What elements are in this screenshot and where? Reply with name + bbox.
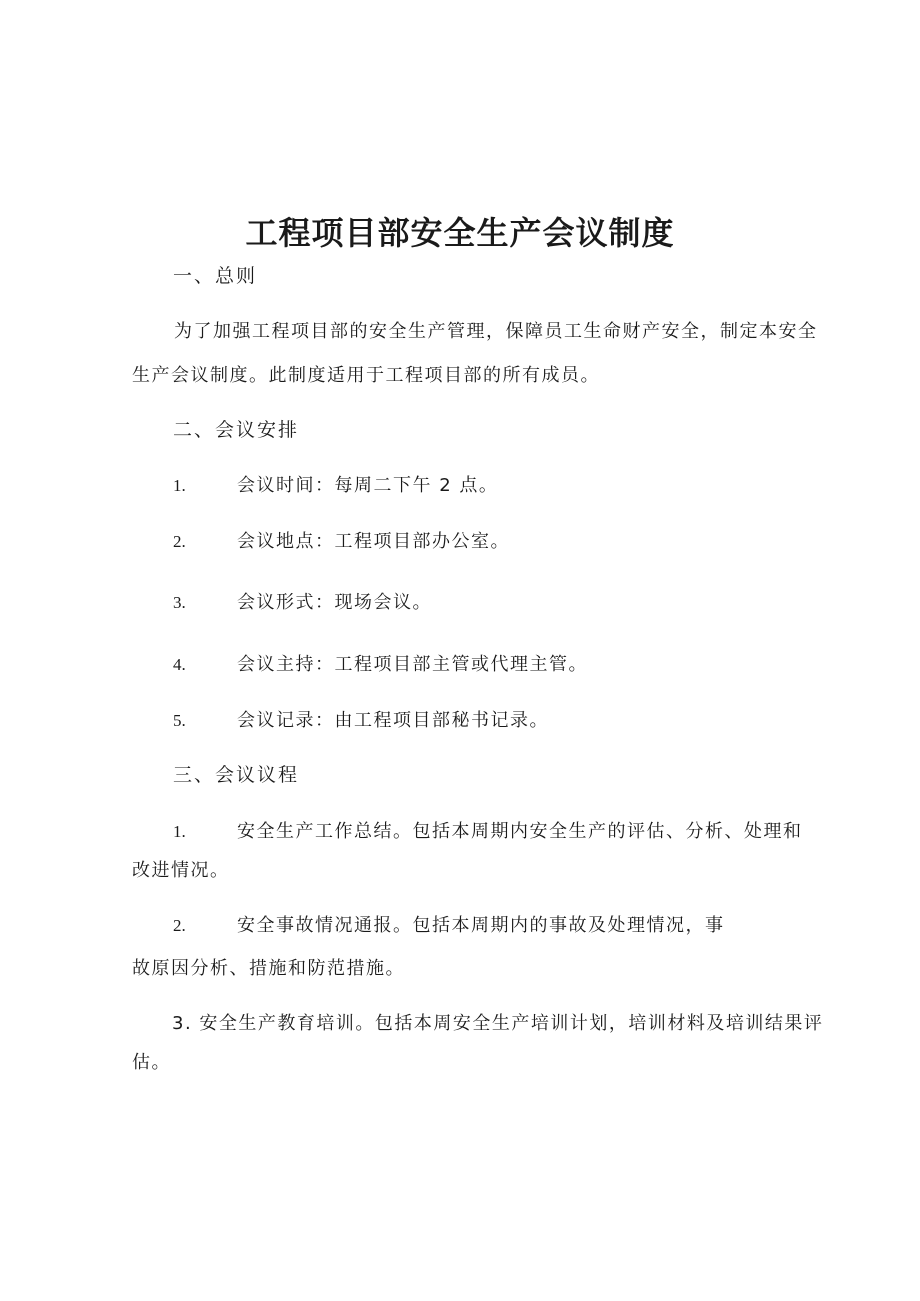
- list-item-number: 1.: [173, 476, 186, 495]
- list-item-text: 估。: [132, 1052, 171, 1073]
- list-item-number: 3.: [173, 593, 186, 612]
- list-item-text: 会议记录：由工程项目部秘书记录。: [237, 710, 549, 731]
- section-heading-general: 一、总则: [173, 265, 258, 287]
- paragraph-line: 为了加强工程项目部的安全生产管理，保障员工生命财产安全，制定本安全: [174, 321, 818, 342]
- list-item-text: 会议时间：每周二下午 2 点。: [237, 475, 499, 496]
- list-item-text: 会议主持：工程项目部主管或代理主管。: [237, 654, 588, 675]
- list-item-text: 会议地点：工程项目部办公室。: [237, 531, 510, 552]
- list-item-number: 4.: [173, 655, 186, 674]
- list-item-text: 会议形式：现场会议。: [237, 592, 432, 613]
- list-item-number: 2.: [173, 916, 186, 935]
- list-item-text: 安全生产工作总结。包括本周期内安全生产的评估、分析、处理和: [237, 821, 803, 842]
- list-item-number: 2.: [173, 532, 186, 551]
- list-item-number: 1.: [173, 822, 186, 841]
- list-item-number: 5.: [173, 711, 186, 730]
- section-heading-agenda: 三、会议议程: [173, 764, 300, 786]
- list-item-text: 安全事故情况通报。包括本周期内的事故及处理情况，事: [237, 915, 725, 936]
- list-item-text: 3. 安全生产教育培训。包括本周安全生产培训计划，培训材料及培训结果评: [172, 1013, 824, 1034]
- paragraph-line: 生产会议制度。此制度适用于工程项目部的所有成员。: [132, 365, 600, 386]
- list-item-text: 改进情况。: [132, 860, 230, 881]
- document-title: 工程项目部安全生产会议制度: [245, 214, 675, 252]
- list-item-text: 故原因分析、措施和防范措施。: [132, 958, 405, 979]
- section-heading-arrangement: 二、会议安排: [173, 419, 300, 441]
